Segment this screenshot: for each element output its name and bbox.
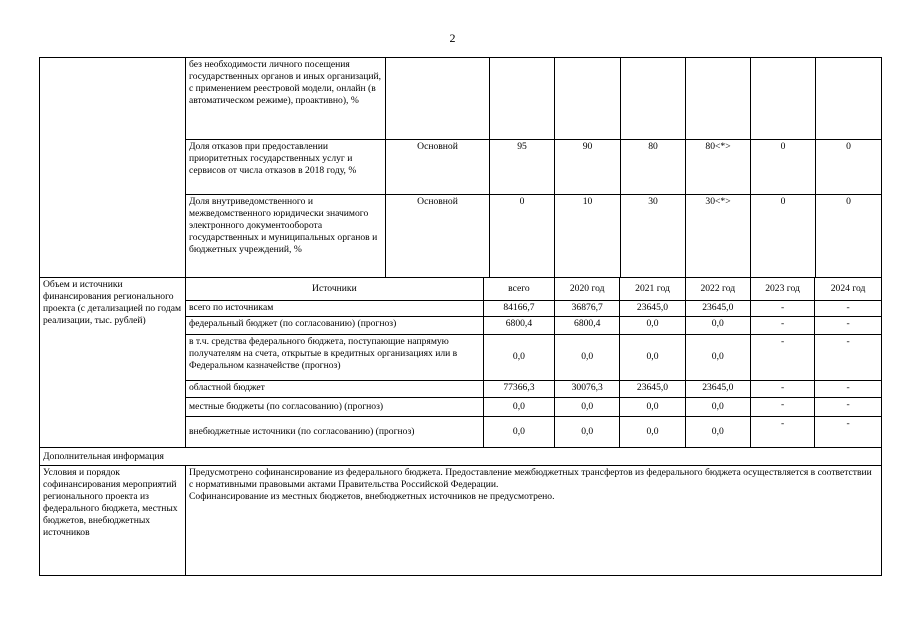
financing-value: - — [750, 300, 814, 316]
financing-cell — [186, 278, 882, 448]
indicator-name: Доля внутриведомственного и межведомственного юридически значимого электронного документооборота государственных и муниципальных органов и бюджетных учреждений, % — [186, 195, 386, 278]
financing-source: местные бюджеты (по согласованию) (прогноз) — [186, 397, 483, 416]
financing-value: 0,0 — [483, 397, 554, 416]
indicator-value: 95 — [490, 140, 555, 195]
financing-source: областной бюджет — [186, 380, 483, 397]
financing-value: - — [750, 316, 814, 334]
indicator-value: 80<*> — [686, 140, 751, 195]
indicator-value — [621, 58, 686, 140]
financing-value: 0,0 — [620, 316, 685, 334]
financing-value: - — [815, 380, 881, 397]
indicator-value: 30 — [621, 195, 686, 278]
financing-data-row — [186, 300, 881, 316]
financing-value: 0,0 — [685, 416, 750, 447]
financing-value: 23645,0 — [685, 300, 750, 316]
conditions-label: Условия и порядок софинансирования мероприятий регионального проекта из федерального бюджета, местных бюджетов, внебюджетных источников — [40, 466, 186, 576]
conditions-row — [40, 466, 882, 576]
financing-header: всего — [483, 278, 554, 300]
financing-value: 0,0 — [620, 334, 685, 380]
conditions-paragraph: Предусмотрено софинансирование из федерального бюджета. Предоставление межбюджетных трансфертов из федерального бюджета осуществляется в соответствии с нормативными правовыми актами Правительства Российской Федерации. — [189, 467, 872, 490]
financing-row — [40, 278, 882, 448]
empty-label-cell — [40, 58, 186, 278]
financing-value: 0,0 — [685, 334, 750, 380]
indicator-name: без необходимости личного посещения государственных органов и иных организаций, с применением реестровой модели, онлайн (в автоматическом режиме), проактивно), % — [186, 58, 386, 140]
indicator-name: Доля отказов при предоставлении приоритетных государственных услуг и сервисов от числа отказов в 2018 году, % — [186, 140, 386, 195]
conditions-text — [186, 466, 882, 576]
financing-header-row — [186, 278, 881, 300]
indicator-value: 90 — [555, 140, 621, 195]
indicator-value — [686, 58, 751, 140]
financing-table — [186, 278, 881, 447]
financing-value: 84166,7 — [483, 300, 554, 316]
conditions-paragraph: Софинансирование из местных бюджетов, внебюджетных источников не предусмотрено. — [189, 491, 555, 502]
indicator-value — [816, 58, 882, 140]
financing-value: 77366,3 — [483, 380, 554, 397]
financing-value: 23645,0 — [620, 300, 685, 316]
financing-value: 36876,7 — [555, 300, 620, 316]
financing-value: - — [815, 334, 881, 380]
financing-value: 30076,3 — [555, 380, 620, 397]
additional-info-heading: Дополнительная информация — [40, 448, 882, 466]
financing-value: 0,0 — [620, 397, 685, 416]
financing-header: 2021 год — [620, 278, 685, 300]
financing-source: в т.ч. средства федерального бюджета, поступающие напрямую получателям на счета, открытые в кредитных организациях или в Федеральном казначействе (прогноз) — [186, 334, 483, 380]
financing-data-row — [186, 316, 881, 334]
indicator-value: 0 — [816, 195, 882, 278]
additional-info-row — [40, 448, 882, 466]
indicator-value: 80 — [621, 140, 686, 195]
indicator-row — [40, 58, 882, 140]
indicator-value: 0 — [751, 195, 816, 278]
indicator-value: 10 — [555, 195, 621, 278]
indicator-value: 30<*> — [686, 195, 751, 278]
financing-data-row — [186, 380, 881, 397]
financing-value: - — [750, 334, 814, 380]
financing-label: Объем и источники финансирования регионального проекта (с детализацией по годам реализации, тыс. рублей) — [40, 278, 186, 448]
financing-data-row — [186, 397, 881, 416]
financing-value: - — [815, 397, 881, 416]
financing-value: - — [750, 397, 814, 416]
financing-value: - — [750, 416, 814, 447]
project-table — [39, 57, 882, 576]
indicator-type — [386, 58, 490, 140]
indicator-value — [555, 58, 621, 140]
financing-source: федеральный бюджет (по согласованию) (прогноз) — [186, 316, 483, 334]
financing-value: 23645,0 — [685, 380, 750, 397]
financing-value: 23645,0 — [620, 380, 685, 397]
financing-value: 0,0 — [483, 416, 554, 447]
financing-value: - — [815, 300, 881, 316]
financing-header: Источники — [186, 278, 483, 300]
financing-value: 0,0 — [555, 334, 620, 380]
financing-value: 6800,4 — [555, 316, 620, 334]
financing-value: - — [815, 416, 881, 447]
financing-header: 2020 год — [555, 278, 620, 300]
financing-value: - — [750, 380, 814, 397]
financing-header: 2022 год — [685, 278, 750, 300]
page-number: 2 — [449, 31, 456, 45]
financing-value: 6800,4 — [483, 316, 554, 334]
indicator-value: 0 — [751, 140, 816, 195]
financing-value: 0,0 — [483, 334, 554, 380]
financing-value: 0,0 — [685, 397, 750, 416]
financing-value: 0,0 — [685, 316, 750, 334]
indicator-value — [751, 58, 816, 140]
financing-data-row — [186, 334, 881, 380]
financing-data-row — [186, 416, 881, 447]
financing-source: внебюджетные источники (по согласованию) (прогноз) — [186, 416, 483, 447]
indicator-type: Основной — [386, 140, 490, 195]
indicator-value: 0 — [490, 195, 555, 278]
financing-header: 2023 год — [750, 278, 814, 300]
financing-value: 0,0 — [555, 397, 620, 416]
indicator-value — [490, 58, 555, 140]
financing-value: - — [815, 316, 881, 334]
financing-header: 2024 год — [815, 278, 881, 300]
financing-value: 0,0 — [620, 416, 685, 447]
financing-value: 0,0 — [555, 416, 620, 447]
indicator-value: 0 — [816, 140, 882, 195]
indicator-type: Основной — [386, 195, 490, 278]
financing-source: всего по источникам — [186, 300, 483, 316]
